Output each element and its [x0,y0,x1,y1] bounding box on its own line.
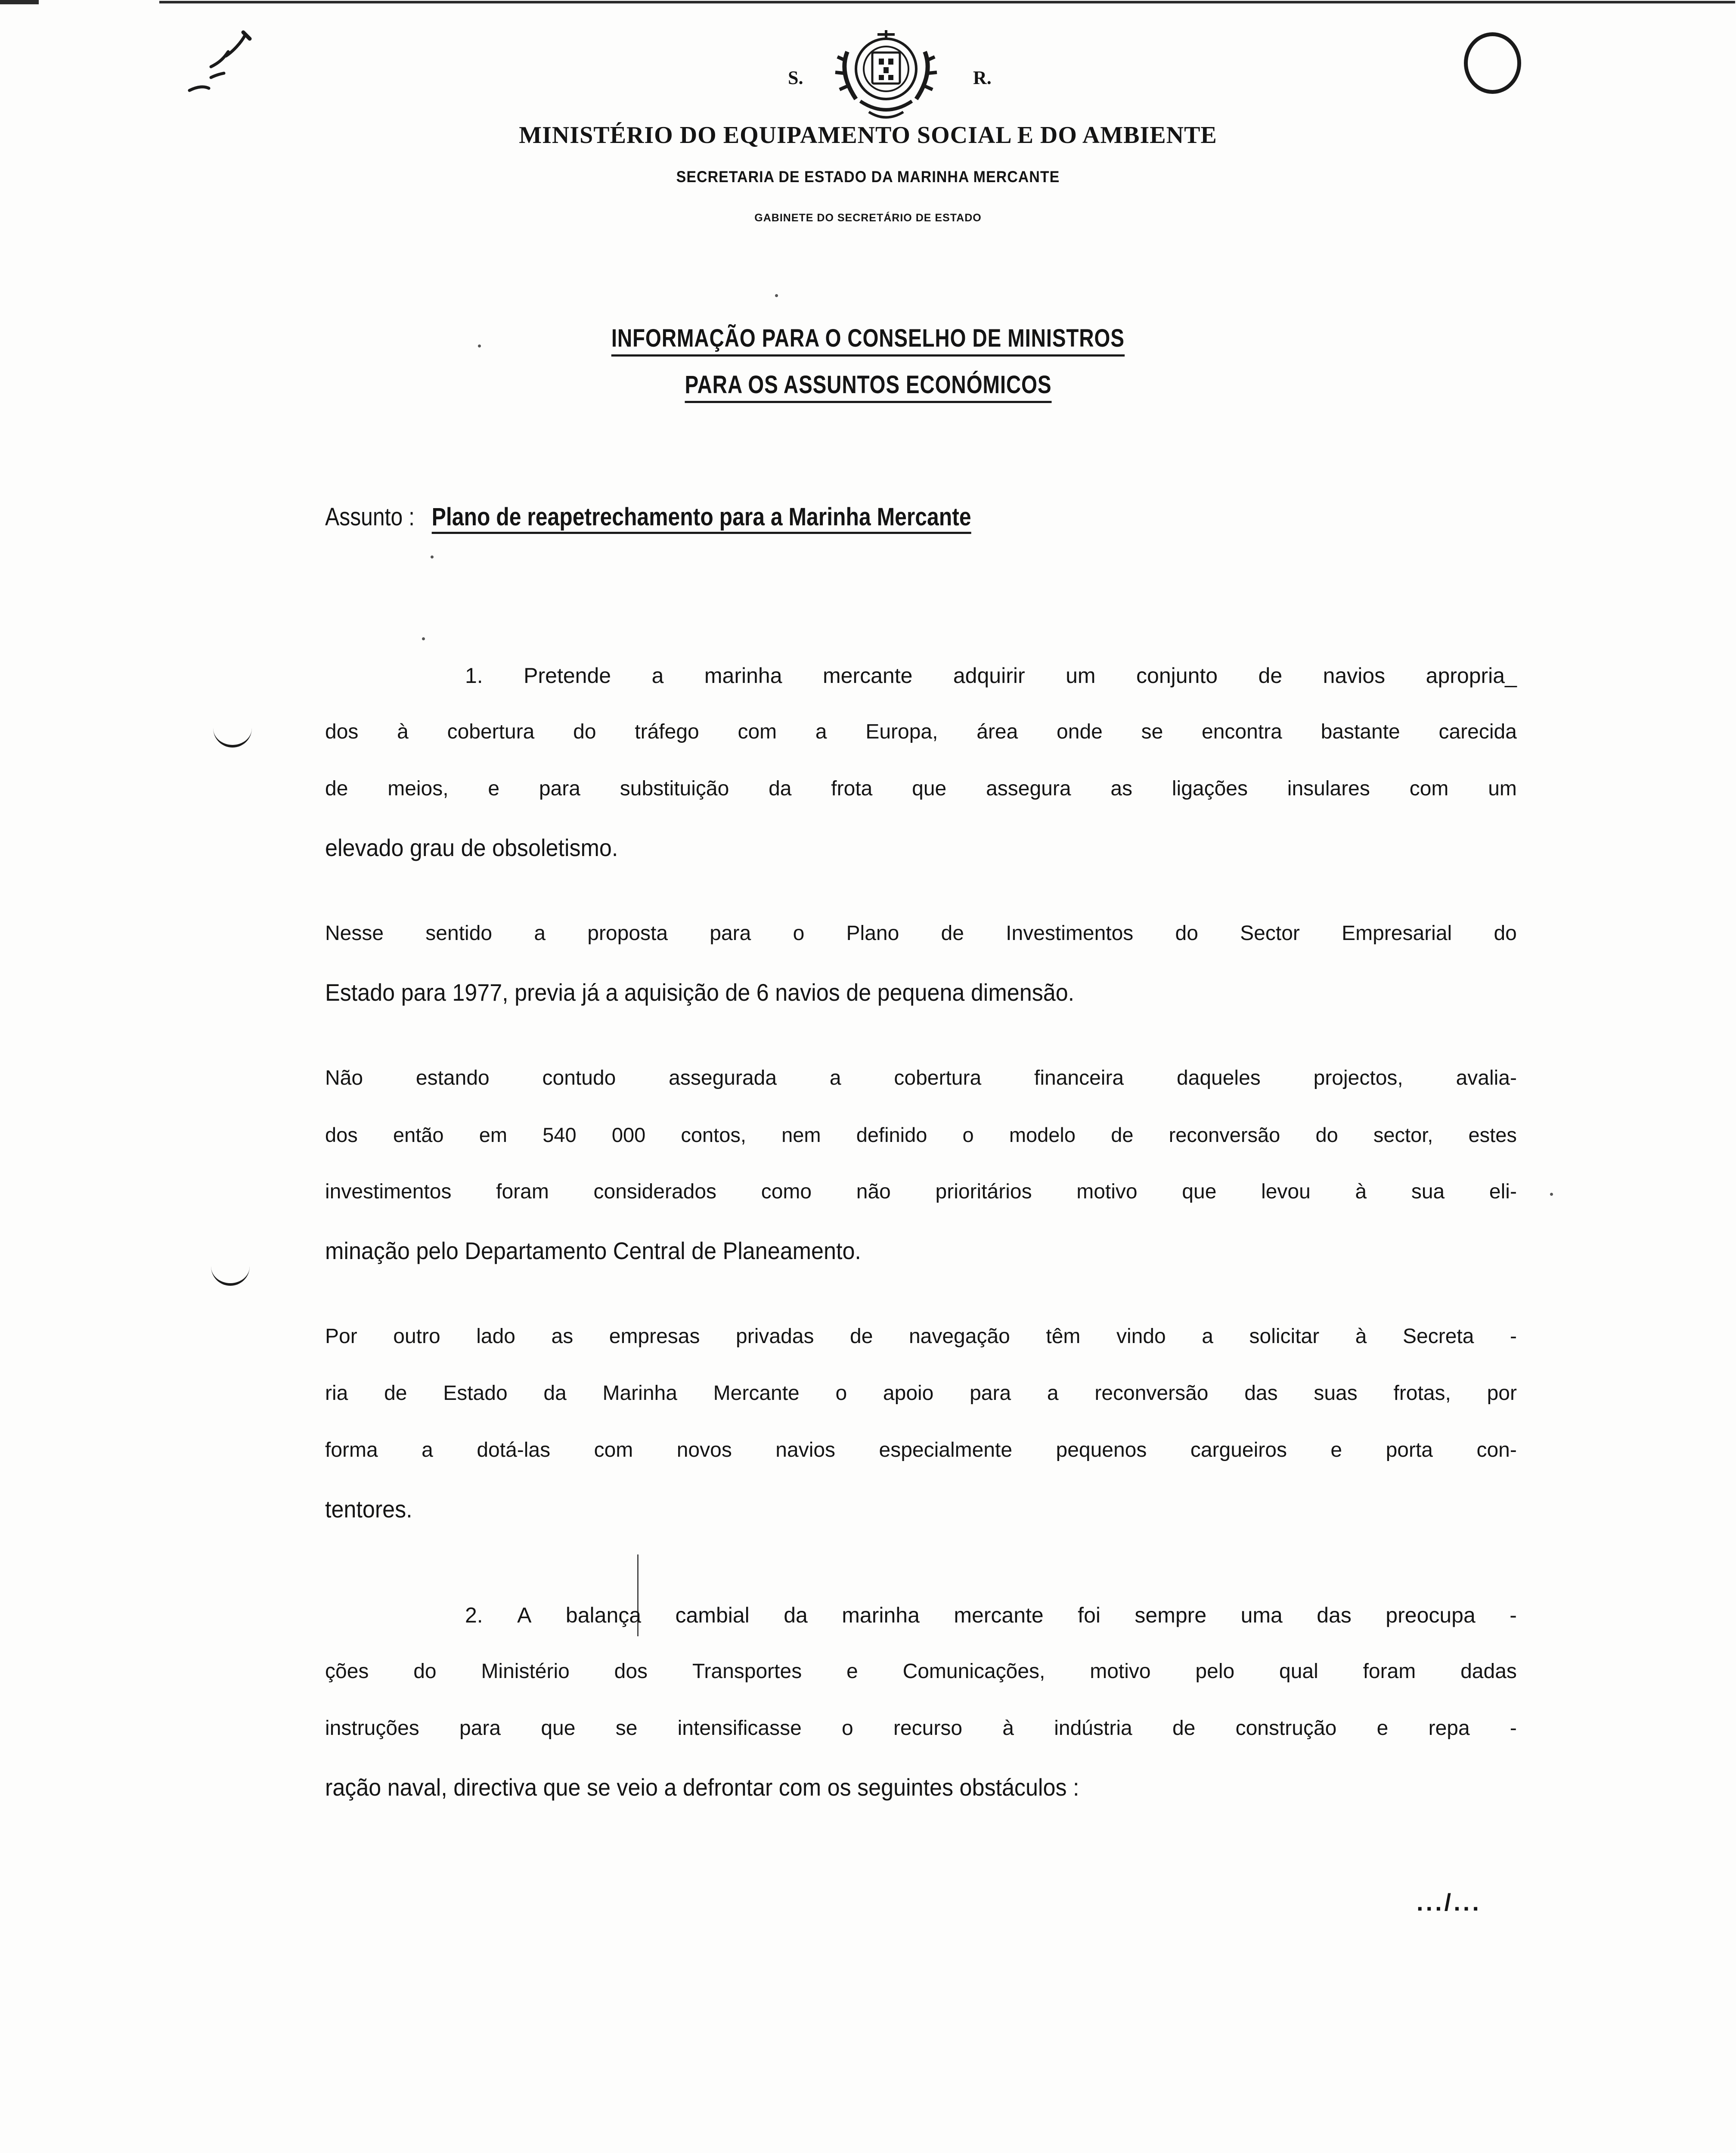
word: repa [1428,1717,1470,1740]
word: das [1317,1603,1352,1627]
word: Nesse [325,922,384,945]
word: con- [1476,1439,1517,1461]
word: navegação [908,1325,1010,1348]
word: adquirir [953,664,1025,688]
p3-line4: minação pelo Departamento Central de Planeamento. [325,1237,861,1264]
p3-line3 [325,1180,1517,1214]
word: do [573,720,596,743]
word: estando [415,1067,490,1089]
word: privadas [736,1325,814,1348]
margin-bracket-mark [211,1266,250,1286]
handwritten-mark [181,26,267,99]
word: vindo [1116,1325,1166,1348]
word: foram [496,1180,549,1203]
word: e [846,1660,858,1683]
subject-line [325,503,971,531]
word: dadas [1460,1660,1517,1683]
word: pelo [1195,1660,1235,1683]
word: da [784,1603,808,1627]
word: as [1110,777,1133,800]
word: Plano [846,922,899,945]
word: reconversão [1169,1123,1280,1146]
word: conjunto [1136,664,1218,688]
scan-speck [1550,1193,1553,1196]
subject-value: Plano de reapetrechamento para a Marinha Mercante [432,503,971,534]
word: projectos, [1313,1067,1403,1089]
word: 2. [465,1603,483,1627]
word: insulares [1287,777,1370,800]
word: outro [393,1325,440,1348]
word: com [738,720,777,743]
word: mercante [954,1603,1044,1627]
word: meios, [388,777,449,800]
word: considerados [593,1180,717,1203]
word: a [1202,1325,1213,1348]
document-title-line1: INFORMAÇÃO PARA O CONSELHO DE MINISTROS [0,324,1736,357]
word: um [1488,777,1517,800]
word: e [1330,1439,1342,1461]
word: Pretende [524,664,611,688]
word: o [842,1717,853,1740]
word: substituição [620,777,729,800]
p2-line2: Estado para 1977, previa já a aquisição de 6 navios de pequena dimensão. [325,979,1075,1006]
word: A [517,1603,532,1627]
word: estes [1468,1123,1517,1146]
word: cambial [675,1603,750,1627]
word: foram [1363,1660,1416,1683]
word: que [1182,1180,1217,1203]
continuation-mark: .../... [1417,1889,1482,1916]
word: a [1047,1382,1059,1405]
word: levou [1261,1180,1311,1203]
crest-left-letter: S. [788,67,803,88]
word: do [1175,922,1198,945]
word: - [1510,1603,1517,1627]
word: marinha [842,1603,920,1627]
word: Europa, [865,720,938,743]
word: investimentos [325,1180,452,1203]
word: eli- [1489,1180,1517,1203]
word: se [1141,720,1163,743]
word: motivo [1090,1660,1151,1683]
word: 000 [611,1123,646,1146]
word: da [543,1382,567,1405]
word: à [1355,1180,1367,1203]
scan-speck [422,637,425,640]
word: financeira [1034,1067,1124,1089]
word: apropria_ [1426,664,1517,688]
word: assegura [986,777,1071,800]
p2-line1 [325,921,1517,956]
word: avalia- [1456,1067,1517,1089]
word: suas [1314,1382,1358,1405]
word: com [594,1439,633,1461]
word: cobertura [894,1067,982,1089]
p5-line1 [465,1603,1517,1637]
word: área [976,720,1018,743]
word: tráfego [635,720,699,743]
word: navios [1323,664,1386,688]
word: em [479,1123,508,1146]
word: dotá-las [477,1439,551,1461]
word: motivo [1076,1180,1138,1203]
word: de [1172,1717,1196,1740]
word: para [539,777,580,800]
word: que [541,1717,576,1740]
word: mercante [822,664,913,688]
word: de [384,1382,407,1405]
word: onde [1057,720,1103,743]
word: a [829,1067,841,1089]
word: de [325,777,348,800]
word: Ministério [481,1660,570,1683]
word: não [856,1180,891,1203]
subject-label: Assunto : [325,503,415,531]
word: novos [676,1439,732,1461]
word: à [397,720,409,743]
p4-line1 [325,1325,1517,1359]
p5-line3 [325,1716,1517,1751]
word: à [1355,1325,1367,1348]
word: 540 [542,1123,577,1146]
margin-bracket-mark [213,728,252,748]
word: de [1111,1123,1134,1146]
p5-line2 [325,1660,1517,1694]
scan-edge-line [159,1,1735,3]
word: as [551,1325,574,1348]
word: com [1409,777,1449,800]
word: contudo [542,1067,616,1089]
word: das [1244,1382,1278,1405]
word: o [793,922,805,945]
word: especialmente [879,1439,1013,1461]
word: a [651,664,664,688]
word: uma [1240,1603,1283,1627]
word: a [815,720,827,743]
word: frota [831,777,873,800]
word: à [1002,1717,1014,1740]
word: o [962,1123,974,1146]
word: daqueles [1176,1067,1261,1089]
word: como [761,1180,812,1203]
word: do [1494,922,1517,945]
p4-line2 [325,1381,1517,1416]
word: dos [325,720,359,743]
word: pequenos [1056,1439,1147,1461]
word: solicitar [1249,1325,1320,1348]
word: Comunicações, [902,1660,1045,1683]
word: Sector [1240,922,1300,945]
word: e [488,777,500,800]
word: forma [325,1439,378,1461]
word: o [835,1382,847,1405]
word: frotas, [1393,1382,1451,1405]
word: ria [325,1382,348,1405]
word: Transportes [692,1660,802,1683]
p5-line4: ração naval, directiva que se veio a defrontar com os seguintes obstáculos : [325,1774,1079,1801]
letterhead-crest-row [758,26,1033,125]
word: modelo [1009,1123,1076,1146]
word: para [459,1717,501,1740]
word: sector, [1373,1123,1433,1146]
p1-line4: elevado grau de obsoletismo. [325,834,618,861]
word: Estado [443,1382,508,1405]
scan-speck [775,294,778,297]
gabinete-heading: GABINETE DO SECRETÁRIO DE ESTADO [754,212,982,224]
word: ções [325,1660,369,1683]
word: sentido [425,922,493,945]
word: bastante [1321,720,1400,743]
p3-line2 [325,1123,1517,1157]
crest-right-letter: R. [973,67,992,88]
word: de [1258,664,1283,688]
word: a [422,1439,433,1461]
p3-line1 [325,1066,1517,1101]
word: assegurada [669,1067,777,1089]
word: e [1376,1717,1389,1740]
document-title-line2: PARA OS ASSUNTOS ECONÓMICOS [0,370,1736,403]
word: - [1510,1325,1517,1348]
word: sempre [1135,1603,1207,1627]
word: cargueiros [1190,1439,1287,1461]
word: - [1510,1717,1517,1740]
word: apoio [883,1382,934,1405]
word: balança [565,1603,642,1627]
word: indústria [1054,1717,1132,1740]
word: Secreta [1403,1325,1474,1348]
p4-line4: tentores. [325,1495,412,1523]
word: Investimentos [1006,922,1134,945]
word: navios [775,1439,836,1461]
word: a [534,922,546,945]
ministry-heading: MINISTÉRIO DO EQUIPAMENTO SOCIAL E DO AMBIENTE [519,122,1217,149]
word: têm [1046,1325,1081,1348]
p4-line3 [325,1438,1517,1473]
word: encontra [1202,720,1282,743]
word: Marinha [602,1382,677,1405]
coat-of-arms-icon [822,26,951,125]
word: Por [325,1325,357,1348]
word: prioritários [935,1180,1032,1203]
word: por [1487,1382,1517,1405]
word: para [970,1382,1011,1405]
word: Não [325,1067,363,1089]
scan-speck [431,555,434,558]
word: de [850,1325,873,1348]
word: do [1315,1123,1338,1146]
word: porta [1386,1439,1433,1461]
word: um [1066,664,1096,688]
p1-line2 [325,720,1517,754]
p1-line3 [325,777,1517,811]
word: reconversão [1094,1382,1209,1405]
word: que [912,777,947,800]
word: intensificasse [677,1717,802,1740]
word: 1. [465,664,483,688]
word: carecida [1438,720,1517,743]
scan-edge-mark [0,0,39,4]
word: dos [614,1660,648,1683]
word: nem [781,1123,821,1146]
word: Empresarial [1342,922,1452,945]
word: então [393,1123,444,1146]
word: do [413,1660,437,1683]
word: construção [1235,1717,1337,1740]
word: definido [856,1123,927,1146]
word: lado [476,1325,515,1348]
word: para [710,922,751,945]
word: qual [1279,1660,1318,1683]
word: dos [325,1123,358,1146]
word: sua [1411,1180,1445,1203]
word: se [615,1717,638,1740]
word: instruções [325,1717,419,1740]
circle-stamp-mark [1464,32,1521,94]
secretaria-heading: SECRETARIA DE ESTADO DA MARINHA MERCANTE [676,168,1060,186]
word: foi [1078,1603,1100,1627]
word: ligações [1172,777,1248,800]
word: proposta [587,922,668,945]
word: da [769,777,792,800]
word: cobertura [447,720,535,743]
word: Mercante [713,1382,800,1405]
word: marinha [704,664,782,688]
word: empresas [609,1325,700,1348]
word: preocupa [1386,1603,1476,1627]
word: contos, [681,1123,746,1146]
p1-line1 [465,663,1517,698]
word: de [941,922,964,945]
word: recurso [893,1717,963,1740]
